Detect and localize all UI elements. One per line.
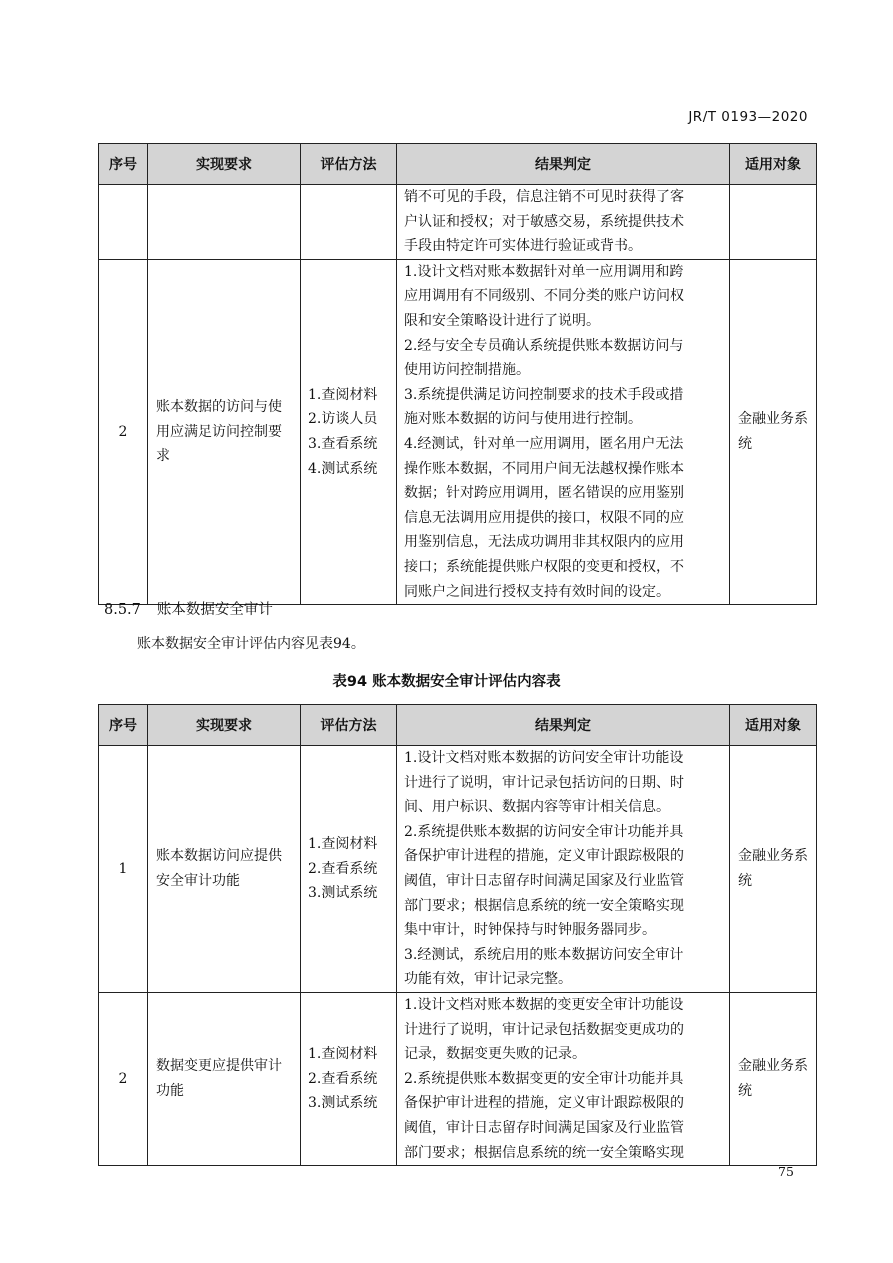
result-line: 1.设计文档对账本数据的访问安全审计功能设	[404, 750, 684, 766]
result-line: 2.系统提供账本数据变更的安全审计功能并具	[404, 1070, 684, 1087]
requirement-cell	[148, 185, 301, 260]
target-text: 金融业务系统	[738, 1058, 808, 1100]
target-cell	[730, 259, 817, 604]
table-row	[99, 185, 817, 260]
result-line: 计进行了说明，审计记录包括数据变更成功的	[404, 1021, 684, 1038]
result-line: 操作账本数据，不同用户间无法越权操作账本	[404, 460, 684, 477]
col-header-result: 结果判定	[397, 705, 730, 746]
method-item: 3.查看系统	[308, 435, 378, 452]
result-line: 使用访问控制措施。	[404, 362, 530, 379]
result-line: 备保护审计进程的措施，定义审计跟踪极限的	[404, 848, 684, 865]
result-cell	[397, 746, 730, 993]
method-item: 3.测试系统	[308, 1095, 378, 1112]
result-line: 销不可见的手段，信息注销不可见时获得了客	[404, 189, 684, 205]
result-line: 应用调用有不同级别、不同分类的账户访问权	[404, 288, 684, 305]
result-line: 4.经测试，针对单一应用调用，匿名用户无法	[404, 435, 684, 452]
col-header-requirement: 实现要求	[148, 705, 301, 746]
result-line: 户认证和授权；对于敏感交易，系统提供技术	[404, 213, 684, 230]
result-line: 3.经测试，系统启用的账本数据访问安全审计	[404, 946, 684, 963]
col-header-target: 适用对象	[730, 705, 817, 746]
method-item: 4.测试系统	[308, 460, 378, 477]
table-header-row	[99, 705, 817, 746]
method-item: 1.查阅材料	[308, 1046, 378, 1063]
result-line: 信息无法调用应用提供的接口，权限不同的应	[404, 509, 684, 526]
table-row	[99, 992, 817, 1165]
result-line: 计进行了说明，审计记录包括访问的日期、时	[404, 774, 684, 791]
requirement-text: 账本数据的访问与使用应满足访问控制要求	[156, 399, 282, 465]
result-line: 记录，数据变更失败的记录。	[404, 1046, 586, 1063]
result-line: 功能有效，审计记录完整。	[404, 971, 572, 988]
requirement-cell	[148, 746, 301, 993]
result-line: 接口；系统能提供账户权限的变更和授权，不	[404, 558, 684, 575]
col-header-number: 序号	[99, 705, 148, 746]
row-number: 2	[99, 259, 148, 604]
result-line: 3.系统提供满足访问控制要求的技术手段或措	[404, 386, 684, 403]
col-header-number: 序号	[99, 144, 148, 185]
col-header-method: 评估方法	[301, 705, 397, 746]
section-number: 8.5.7	[104, 602, 141, 618]
requirement-text: 数据变更应提供审计功能	[156, 1058, 282, 1100]
section-paragraph: 账本数据安全审计评估内容见表94。	[137, 636, 365, 652]
result-line: 部门要求；根据信息系统的统一安全策略实现	[404, 1144, 684, 1161]
method-item: 3.测试系统	[308, 885, 378, 902]
col-header-method: 评估方法	[301, 144, 397, 185]
method-item: 2.访谈人员	[308, 411, 378, 428]
target-text: 金融业务系统	[738, 411, 808, 452]
result-line: 阈值，审计日志留存时间满足国家及行业监管	[404, 872, 684, 889]
col-header-result: 结果判定	[397, 144, 730, 185]
section-heading	[104, 598, 273, 619]
method-item: 2.查看系统	[308, 860, 378, 877]
method-cell	[301, 746, 397, 993]
method-item: 1.查阅材料	[308, 836, 378, 853]
col-header-requirement: 实现要求	[148, 144, 301, 185]
requirement-cell	[148, 259, 301, 604]
section-title: 账本数据安全审计	[156, 602, 273, 618]
method-cell	[301, 185, 397, 260]
result-line: 同账户之间进行授权支持有效时间的设定。	[404, 583, 670, 600]
target-text: 金融业务系统	[738, 848, 808, 889]
result-cell	[397, 992, 730, 1165]
result-line: 数据；针对跨应用调用，匿名错误的应用鉴别	[404, 485, 684, 502]
col-header-target: 适用对象	[730, 144, 817, 185]
audit-requirements-table	[98, 704, 817, 1166]
result-cell	[397, 259, 730, 604]
table-header-row	[99, 144, 817, 185]
method-cell	[301, 259, 397, 604]
result-line: 用鉴别信息，无法成功调用非其权限内的应用	[404, 534, 684, 551]
requirement-text: 账本数据访问应提供安全审计功能	[156, 848, 282, 889]
result-line: 阈值，审计日志留存时间满足国家及行业监管	[404, 1119, 684, 1136]
target-cell	[730, 746, 817, 993]
table-row	[99, 259, 817, 604]
result-line: 限和安全策略设计进行了说明。	[404, 312, 600, 329]
result-line: 1.设计文档对账本数据的变更安全审计功能设	[404, 996, 684, 1013]
target-cell	[730, 185, 817, 260]
row-number: 1	[99, 746, 148, 993]
result-line: 1.设计文档对账本数据针对单一应用调用和跨	[404, 263, 684, 280]
result-cell	[397, 185, 730, 260]
result-line: 间、用户标识、数据内容等审计相关信息。	[404, 799, 670, 816]
result-line: 施对账本数据的访问与使用进行控制。	[404, 411, 642, 428]
result-line: 备保护审计进程的措施，定义审计跟踪极限的	[404, 1095, 684, 1112]
requirements-table-continued	[98, 143, 817, 605]
result-line: 部门要求；根据信息系统的统一安全策略实现	[404, 897, 684, 914]
requirement-cell	[148, 992, 301, 1165]
result-line: 手段由特定许可实体进行验证或背书。	[404, 238, 642, 255]
result-line: 2.系统提供账本数据的访问安全审计功能并具	[404, 823, 684, 840]
document-code: JR/T 0193—2020	[688, 109, 808, 125]
target-cell	[730, 992, 817, 1165]
result-line: 集中审计，时钟保持与时钟服务器同步。	[404, 922, 656, 939]
page-number: 75	[778, 1164, 794, 1179]
table-row	[99, 746, 817, 993]
method-cell	[301, 992, 397, 1165]
row-number	[99, 185, 148, 260]
row-number: 2	[99, 992, 148, 1165]
result-line: 2.经与安全专员确认系统提供账本数据访问与	[404, 337, 684, 354]
method-item: 1.查阅材料	[308, 386, 378, 403]
table-caption: 表94 账本数据安全审计评估内容表	[332, 674, 561, 690]
method-item: 2.查看系统	[308, 1070, 378, 1087]
